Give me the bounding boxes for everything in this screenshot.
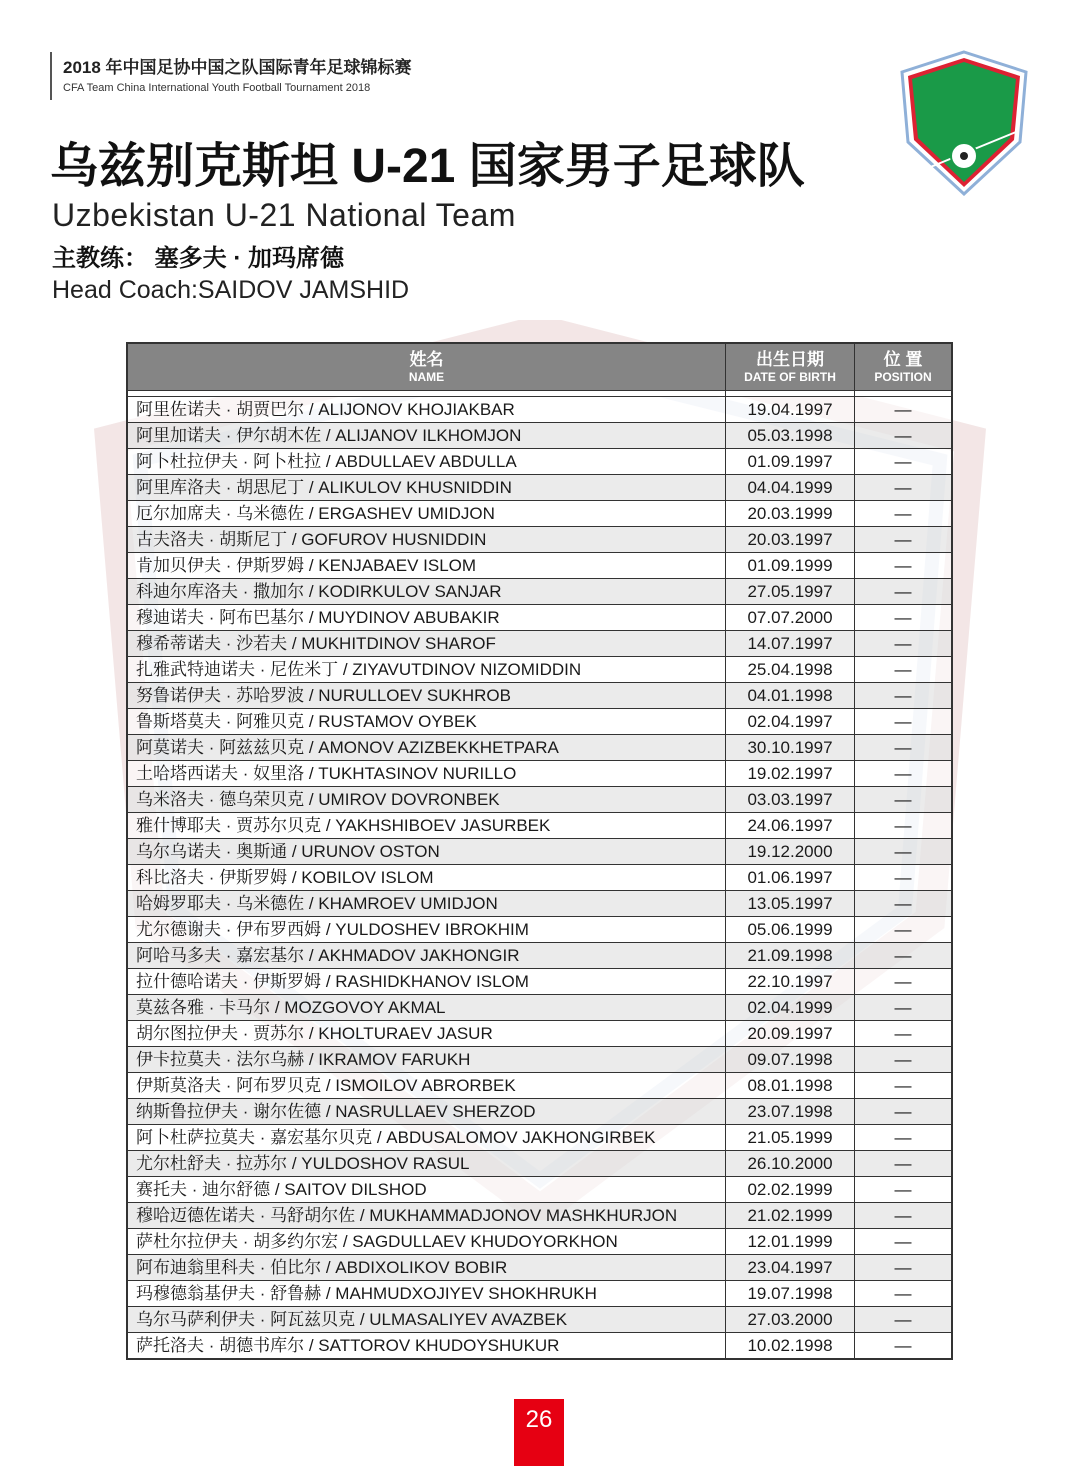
table-row: [127, 631, 952, 657]
player-position: —: [855, 683, 953, 709]
player-position: —: [855, 761, 953, 787]
player-position: —: [855, 943, 953, 969]
player-position: —: [855, 735, 953, 761]
player-position: —: [855, 501, 953, 527]
table-row: [127, 735, 952, 761]
roster-table: [126, 342, 953, 1360]
player-name: 哈姆罗耶夫 · 乌米德佐 / KHAMROEV UMIDJON: [127, 891, 726, 917]
player-position: —: [855, 631, 953, 657]
player-position: —: [855, 969, 953, 995]
table-row: [127, 475, 952, 501]
player-position: —: [855, 397, 953, 423]
player-position: —: [855, 1151, 953, 1177]
player-dob: 20.03.1997: [726, 527, 855, 553]
table-row: [127, 917, 952, 943]
table-row: [127, 1333, 952, 1360]
table-row: [127, 605, 952, 631]
player-name: 纳斯鲁拉伊夫 · 谢尔佐德 / NASRULLAEV SHERZOD: [127, 1099, 726, 1125]
table-row: [127, 865, 952, 891]
player-dob: 23.07.1998: [726, 1099, 855, 1125]
player-position: —: [855, 605, 953, 631]
player-position: —: [855, 449, 953, 475]
table-row: [127, 657, 952, 683]
player-dob: 10.02.1998: [726, 1333, 855, 1360]
player-dob: 27.05.1997: [726, 579, 855, 605]
player-position: —: [855, 995, 953, 1021]
table-row: [127, 1073, 952, 1099]
player-position: —: [855, 709, 953, 735]
player-dob: 19.02.1997: [726, 761, 855, 787]
header-position-cn: 位 置: [883, 350, 923, 369]
player-position: —: [855, 579, 953, 605]
player-position: —: [855, 657, 953, 683]
player-dob: 02.02.1999: [726, 1177, 855, 1203]
table-row: [127, 943, 952, 969]
player-name: 胡尔图拉伊夫 · 贾苏尔 / KHOLTURAEV JASUR: [127, 1021, 726, 1047]
table-row: [127, 1177, 952, 1203]
player-name: 尤尔杜舒夫 · 拉苏尔 / YULDOSHOV RASUL: [127, 1151, 726, 1177]
player-name: 阿里库洛夫 · 胡思尼丁 / ALIKULOV KHUSNIDDIN: [127, 475, 726, 501]
table-row: [127, 683, 952, 709]
player-dob: 21.05.1999: [726, 1125, 855, 1151]
player-dob: 01.09.1997: [726, 449, 855, 475]
player-dob: 26.10.2000: [726, 1151, 855, 1177]
event-title-cn: 2018 年中国足协中国之队国际青年足球锦标赛: [63, 58, 412, 77]
player-position: —: [855, 1177, 953, 1203]
player-dob: 09.07.1998: [726, 1047, 855, 1073]
player-name: 土哈塔西诺夫 · 奴里洛 / TUKHTASINOV NURILLO: [127, 761, 726, 787]
player-position: —: [855, 787, 953, 813]
player-name: 雅什博耶夫 · 贾苏尔贝克 / YAKHSHIBOEV JASURBEK: [127, 813, 726, 839]
player-position: —: [855, 891, 953, 917]
head-coach-en: Head Coach:SAIDOV JAMSHID: [52, 276, 410, 304]
header-name-cn: 姓名: [409, 350, 444, 369]
player-name: 阿卜杜拉伊夫 · 阿卜杜拉 / ABDULLAEV ABDULLA: [127, 449, 726, 475]
player-position: —: [855, 1073, 953, 1099]
player-dob: 05.03.1998: [726, 423, 855, 449]
player-position: —: [855, 1281, 953, 1307]
table-row: [127, 1229, 952, 1255]
table-row: [127, 761, 952, 787]
table-header-row: [127, 343, 952, 391]
table-row: [127, 1255, 952, 1281]
table-row: [127, 527, 952, 553]
player-name: 乌尔马萨利伊夫 · 阿瓦兹贝克 / ULMASALIYEV AVAZBEK: [127, 1307, 726, 1333]
player-dob: 19.12.2000: [726, 839, 855, 865]
header-dob: [726, 343, 855, 391]
player-position: —: [855, 1307, 953, 1333]
table-row: [127, 1047, 952, 1073]
player-name: 穆哈迈德佐诺夫 · 马舒胡尔佐 / MUKHAMMADJONOV MASHKHURJON: [127, 1203, 726, 1229]
player-name: 乌尔乌诺夫 · 奥斯通 / URUNOV OSTON: [127, 839, 726, 865]
player-name: 阿哈马多夫 · 嘉宏基尔 / AKHMADOV JAKHONGIR: [127, 943, 726, 969]
header-name-en: NAME: [408, 370, 445, 384]
player-position: —: [855, 865, 953, 891]
player-dob: 27.03.2000: [726, 1307, 855, 1333]
player-position: —: [855, 917, 953, 943]
table-row: [127, 1307, 952, 1333]
player-dob: 02.04.1997: [726, 709, 855, 735]
table-row: [127, 709, 952, 735]
player-position: —: [855, 1125, 953, 1151]
table-row: [127, 995, 952, 1021]
player-name: 玛穆德翁基伊夫 · 舒鲁赫 / MAHMUDXOJIYEV SHOKHRUKH: [127, 1281, 726, 1307]
player-name: 阿里佐诺夫 · 胡贾巴尔 / ALIJONOV KHOJIAKBAR: [127, 397, 726, 423]
table-row: [127, 1203, 952, 1229]
player-dob: 13.05.1997: [726, 891, 855, 917]
player-dob: 01.09.1999: [726, 553, 855, 579]
player-name: 乌米洛夫 · 德乌荣贝克 / UMIROV DOVRONBEK: [127, 787, 726, 813]
player-name: 萨杜尔拉伊夫 · 胡多约尔宏 / SAGDULLAEV KHUDOYORKHON: [127, 1229, 726, 1255]
header-dob-en: DATE OF BIRTH: [744, 370, 836, 384]
page-number: 26: [514, 1399, 564, 1466]
player-dob: 12.01.1999: [726, 1229, 855, 1255]
header-divider: [50, 52, 52, 100]
player-position: —: [855, 1099, 953, 1125]
header-position: [855, 343, 953, 391]
player-dob: 25.04.1998: [726, 657, 855, 683]
player-name: 阿布迪翁里科夫 · 伯比尔 / ABDIXOLIKOV BOBIR: [127, 1255, 726, 1281]
head-coach-cn: 主教练： 塞多夫 · 加玛席德: [52, 245, 344, 272]
player-name: 阿卜杜萨拉莫夫 · 嘉宏基尔贝克 / ABDUSALOMOV JAKHONGIRBEK: [127, 1125, 726, 1151]
player-position: —: [855, 1047, 953, 1073]
player-position: —: [855, 423, 953, 449]
player-name: 科迪尔库洛夫 · 撒加尔 / KODIRKULOV SANJAR: [127, 579, 726, 605]
player-position: —: [855, 527, 953, 553]
player-name: 赛托夫 · 迪尔舒德 / SAITOV DILSHOD: [127, 1177, 726, 1203]
player-dob: 04.01.1998: [726, 683, 855, 709]
player-position: —: [855, 1229, 953, 1255]
header-position-en: POSITION: [874, 370, 932, 384]
player-name: 肯加贝伊夫 · 伊斯罗姆 / KENJABAEV ISLOM: [127, 553, 726, 579]
player-dob: 02.04.1999: [726, 995, 855, 1021]
player-dob: 14.07.1997: [726, 631, 855, 657]
player-dob: 07.07.2000: [726, 605, 855, 631]
table-row: [127, 1125, 952, 1151]
player-position: —: [855, 1203, 953, 1229]
table-row: [127, 501, 952, 527]
player-name: 古夫洛夫 · 胡斯尼丁 / GOFUROV HUSNIDDIN: [127, 527, 726, 553]
player-position: —: [855, 475, 953, 501]
page-title-en: Uzbekistan U-21 National Team: [52, 197, 516, 233]
player-name: 拉什德哈诺夫 · 伊斯罗姆 / RASHIDKHANOV ISLOM: [127, 969, 726, 995]
player-name: 伊卡拉莫夫 · 法尔乌赫 / IKRAMOV FARUKH: [127, 1047, 726, 1073]
player-name: 尤尔德谢夫 · 伊布罗西姆 / YULDOSHEV IBROKHIM: [127, 917, 726, 943]
player-dob: 20.09.1997: [726, 1021, 855, 1047]
player-name: 科比洛夫 · 伊斯罗姆 / KOBILOV ISLOM: [127, 865, 726, 891]
player-dob: 30.10.1997: [726, 735, 855, 761]
table-row: [127, 423, 952, 449]
player-name: 阿莫诺夫 · 阿兹兹贝克 / AMONOV AZIZBEKKHETPARA: [127, 735, 726, 761]
page-title-cn: 乌兹别克斯坦 U-21 国家男子足球队: [50, 140, 805, 193]
player-dob: 04.04.1999: [726, 475, 855, 501]
player-name: 扎雅武特迪诺夫 · 尼佐米丁 / ZIYAVUTDINOV NIZOMIDDIN: [127, 657, 726, 683]
player-position: —: [855, 1333, 953, 1360]
player-dob: 03.03.1997: [726, 787, 855, 813]
uff-logo: [898, 50, 1030, 196]
player-dob: 23.04.1997: [726, 1255, 855, 1281]
player-dob: 05.06.1999: [726, 917, 855, 943]
player-position: —: [855, 553, 953, 579]
player-position: —: [855, 813, 953, 839]
player-name: 莫兹各雅 · 卡马尔 / MOZGOVOY AKMAL: [127, 995, 726, 1021]
table-row: [127, 1281, 952, 1307]
player-name: 鲁斯塔莫夫 · 阿雅贝克 / RUSTAMOV OYBEK: [127, 709, 726, 735]
player-dob: 22.10.1997: [726, 969, 855, 995]
player-name: 萨托洛夫 · 胡德书库尔 / SATTOROV KHUDOYSHUKUR: [127, 1333, 726, 1360]
header-dob-cn: 出生日期: [756, 350, 824, 369]
player-name: 穆迪诺夫 · 阿布巴基尔 / MUYDINOV ABUBAKIR: [127, 605, 726, 631]
player-dob: 01.06.1997: [726, 865, 855, 891]
table-row: [127, 839, 952, 865]
table-row: [127, 813, 952, 839]
player-position: —: [855, 1021, 953, 1047]
player-name: 穆希蒂诺夫 · 沙若夫 / MUKHITDINOV SHAROF: [127, 631, 726, 657]
player-dob: 24.06.1997: [726, 813, 855, 839]
player-name: 厄尔加席夫 · 乌米德佐 / ERGASHEV UMIDJON: [127, 501, 726, 527]
event-title-en: CFA Team China International Youth Football Tournament 2018: [63, 82, 371, 94]
player-dob: 20.03.1999: [726, 501, 855, 527]
player-dob: 19.07.1998: [726, 1281, 855, 1307]
player-position: —: [855, 839, 953, 865]
player-dob: 21.09.1998: [726, 943, 855, 969]
table-row: [127, 1021, 952, 1047]
table-row: [127, 579, 952, 605]
table-row: [127, 969, 952, 995]
player-name: 伊斯莫洛夫 · 阿布罗贝克 / ISMOILOV ABRORBEK: [127, 1073, 726, 1099]
player-position: —: [855, 1255, 953, 1281]
header-name: [127, 343, 726, 391]
player-dob: 08.01.1998: [726, 1073, 855, 1099]
table-row: [127, 449, 952, 475]
table-row: [127, 891, 952, 917]
player-dob: 21.02.1999: [726, 1203, 855, 1229]
player-dob: 19.04.1997: [726, 397, 855, 423]
table-row: [127, 787, 952, 813]
table-row: [127, 1151, 952, 1177]
player-name: 阿里加诺夫 · 伊尔胡木佐 / ALIJANOV ILKHOMJON: [127, 423, 726, 449]
player-name: 努鲁诺伊夫 · 苏哈罗波 / NURULLOEV SUKHROB: [127, 683, 726, 709]
table-row: [127, 1099, 952, 1125]
table-row: [127, 397, 952, 423]
table-row: [127, 553, 952, 579]
